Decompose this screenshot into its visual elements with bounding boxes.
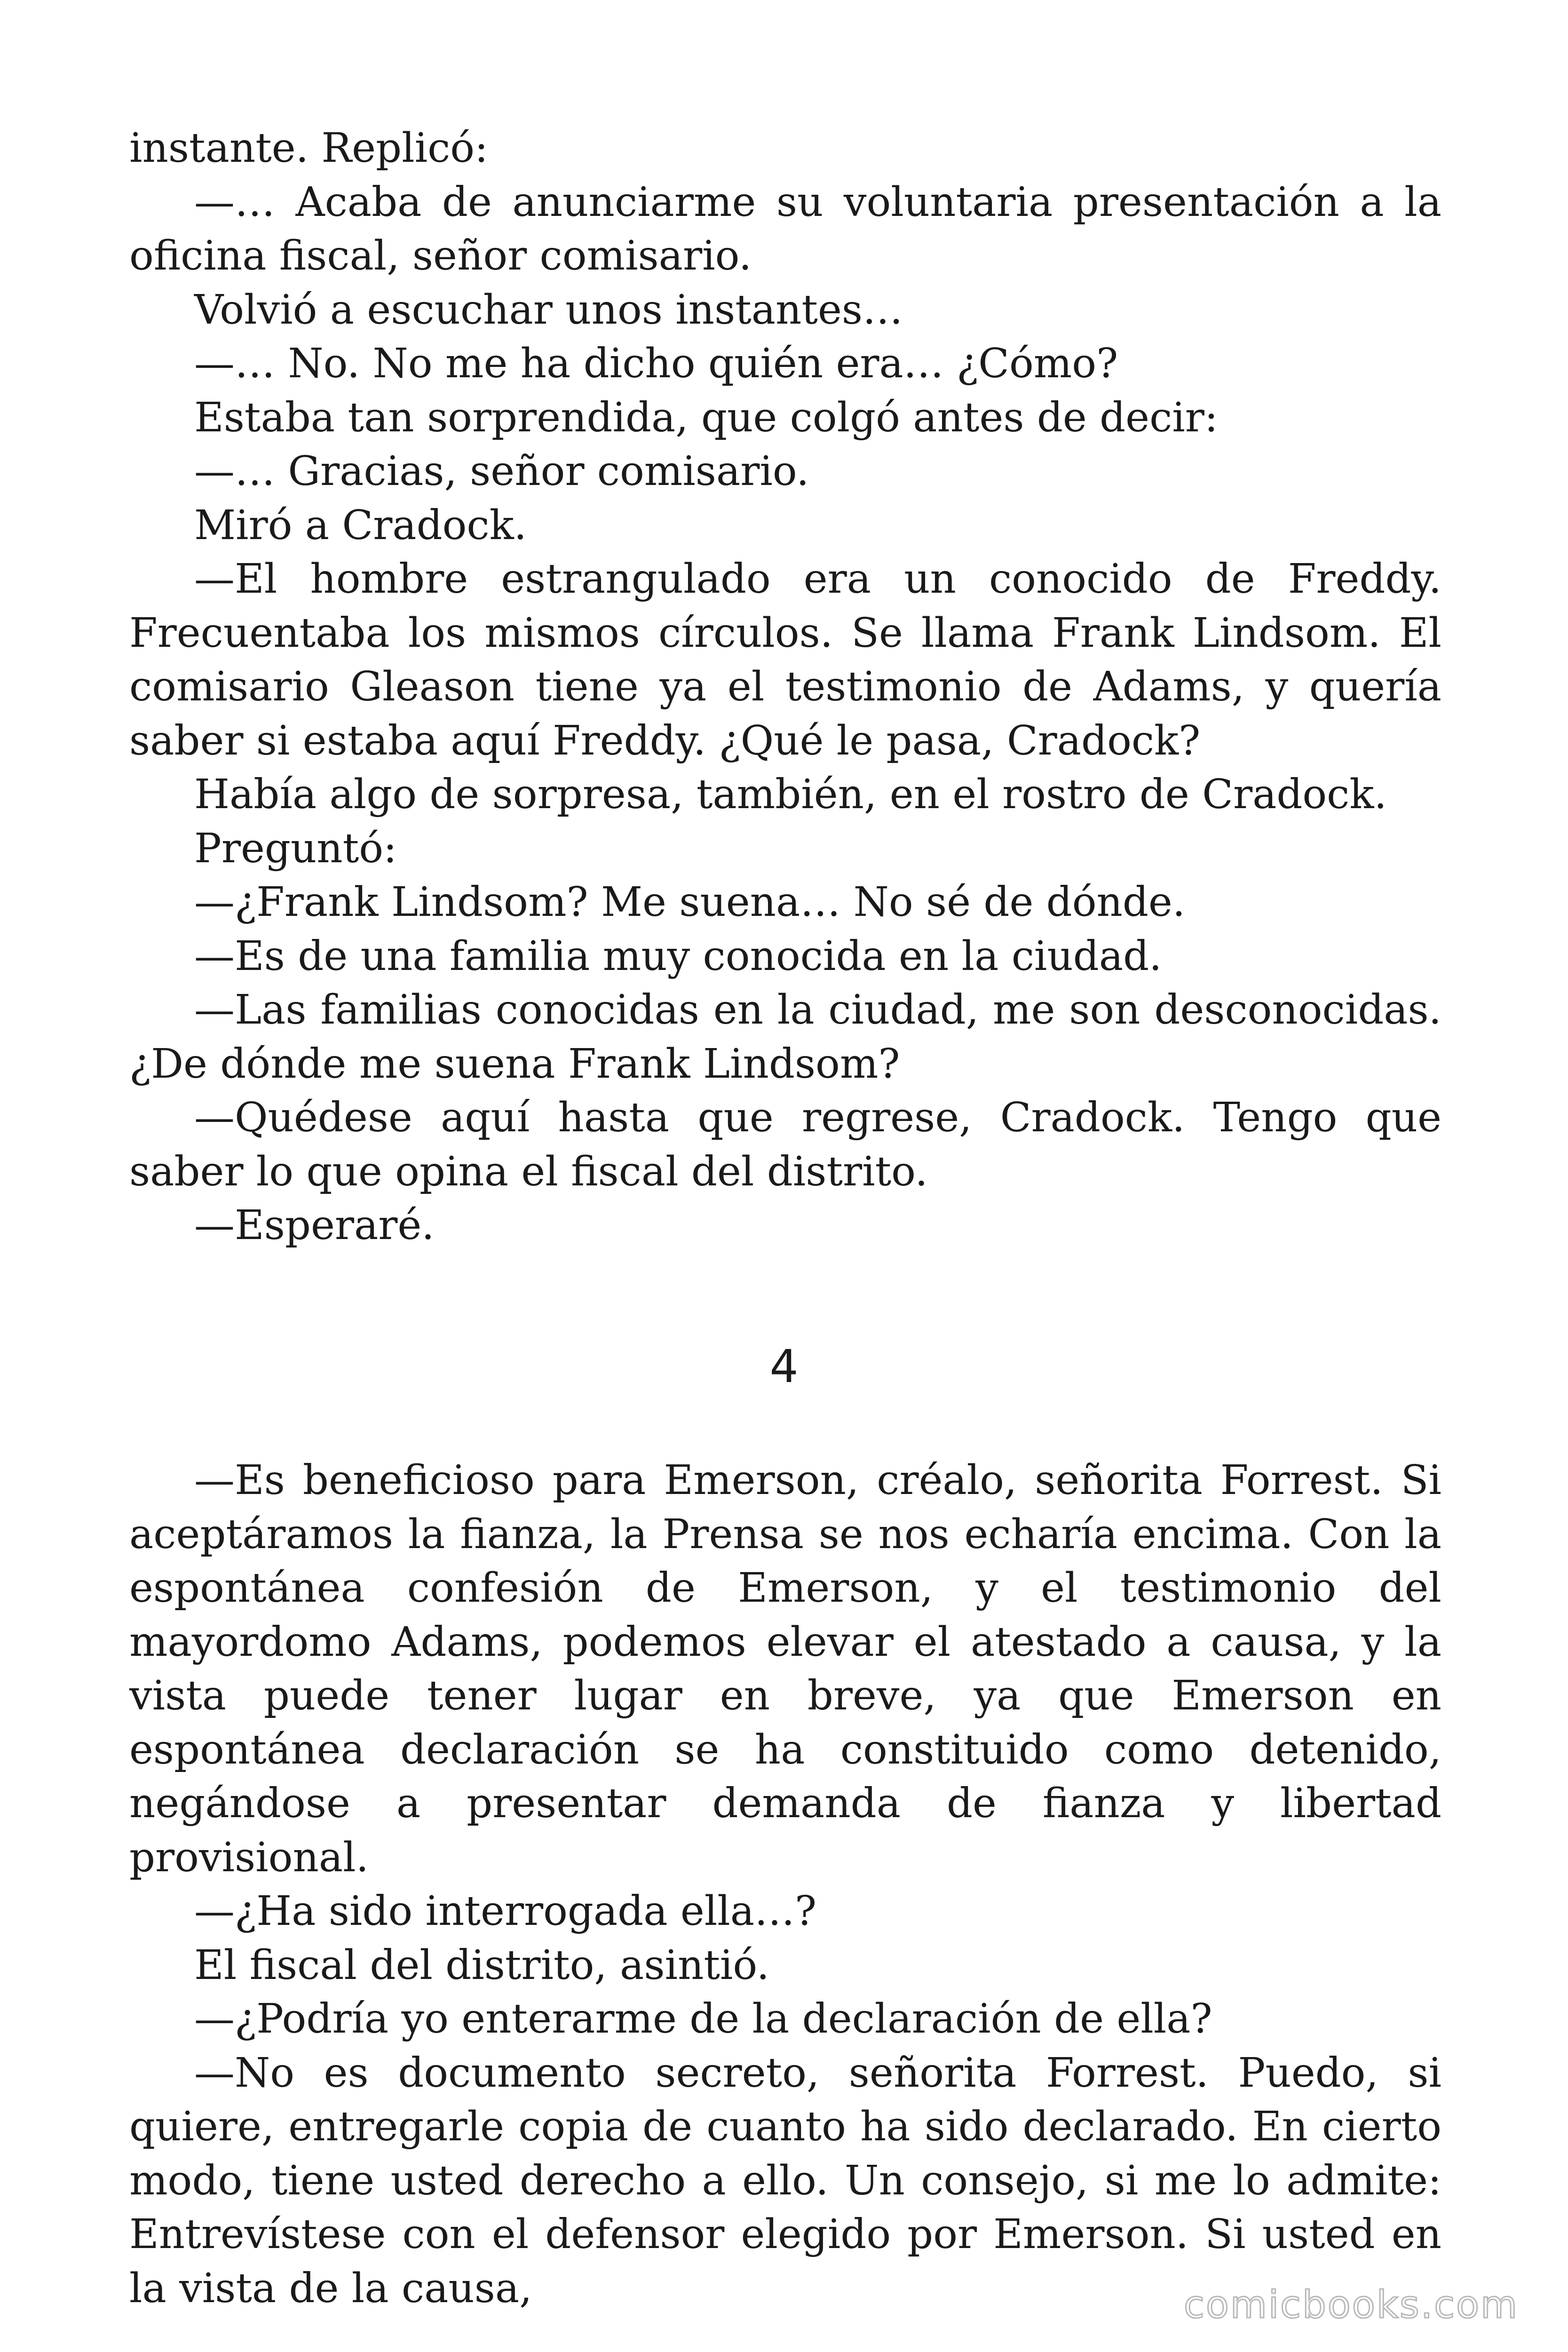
watermark: comicbooks.com	[1183, 2283, 1519, 2327]
paragraph: —Las familias conocidas en la ciudad, me son desconocidas. ¿De dónde me suena Frank Lindsom?	[129, 986, 1441, 1088]
paragraph: —… Gracias, señor comisario.	[194, 448, 809, 495]
paragraph: —… Acaba de anunciarme su voluntaria presentación a la oficina fiscal, señor comisario.	[129, 178, 1441, 279]
paragraph: Estaba tan sorprendida, que colgó antes de decir:	[194, 394, 1218, 441]
text-block-before-chapter	[129, 121, 1441, 1253]
chapter-number: 4	[769, 1340, 799, 1393]
paragraph: Preguntó:	[194, 825, 397, 872]
paragraph: —Es beneficioso para Emerson, créalo, señorita Forrest. Si aceptáramos la fianza, la Prensa se nos echaría encima. Con la espontánea confesión de Emerson, y el testimonio del mayordomo Adams, podemos elevar el atestado a causa, y la vista puede tener lugar en breve, ya que Emerson en espontánea declaración se ha constituido como detenido, negándose a presentar demanda de fianza y libertad provisional.	[129, 1457, 1441, 1881]
paragraph: —Quédese aquí hasta que regrese, Cradock. Tengo que saber lo que opina el fiscal del distrito.	[129, 1094, 1441, 1195]
paragraph: Volvió a escuchar unos instantes…	[194, 286, 903, 334]
paragraph: —… No. No me ha dicho quién era… ¿Cómo?	[194, 340, 1118, 387]
paragraph: —No es documento secreto, señorita Forrest. Puedo, si quiere, entregarle copia de cuanto ha sido declarado. En cierto modo, tiene usted derecho a ello. Un consejo, si me lo admite: Entrevístese con el defensor elegido por Emerson. Si usted en la vista de la causa,	[129, 2049, 1441, 2312]
paragraph: —¿Frank Lindsom? Me suena… No sé de dónde.	[194, 879, 1186, 926]
paragraph: —Esperaré.	[194, 1202, 435, 1249]
paragraph: El fiscal del distrito, asintió.	[194, 1941, 770, 1989]
paragraph: instante. Replicó:	[129, 125, 488, 172]
text-block-chapter-4	[129, 1454, 1441, 2315]
paragraph: —¿Podría yo enterarme de la declaración de ella?	[194, 1995, 1212, 2042]
paragraph: Había algo de sorpresa, también, en el rostro de Cradock.	[194, 771, 1387, 818]
paragraph: —El hombre estrangulado era un conocido de Freddy. Frecuentaba los mismos círculos. Se llama Frank Lindsom. El comisario Gleason tiene ya el testimonio de Adams, y quería saber si estaba aquí Freddy. ¿Qué le pasa, Cradock?	[129, 556, 1441, 764]
paragraph: Miró a Cradock.	[194, 501, 527, 549]
paragraph: —¿Ha sido interrogada ella…?	[194, 1888, 817, 1935]
paragraph: —Es de una familia muy conocida en la ciudad.	[194, 932, 1162, 980]
